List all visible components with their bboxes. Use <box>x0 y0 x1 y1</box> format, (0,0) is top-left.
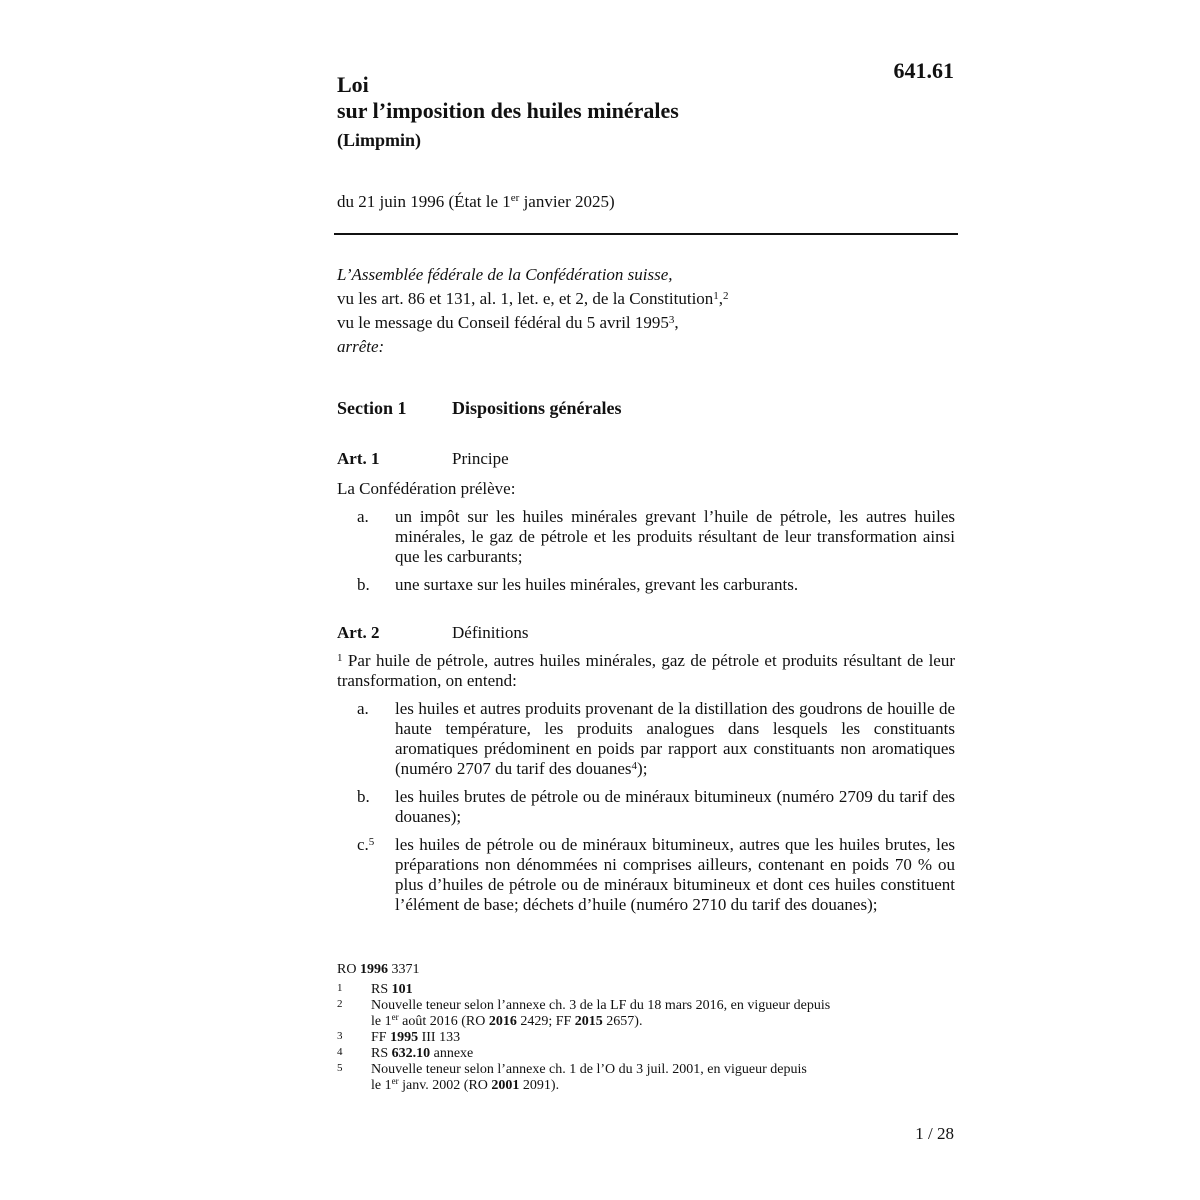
preamble-decree: arrête: <box>337 337 385 356</box>
item-a-end: ); <box>637 759 648 778</box>
article-2-number: Art. 2 <box>337 623 380 642</box>
fn3-bold: 1995 <box>390 1030 419 1045</box>
title-line-1: Loi <box>337 72 369 97</box>
section-heading <box>337 398 622 419</box>
footnote-number: 4 <box>337 1046 343 1058</box>
law-number: 641.61 <box>893 58 954 83</box>
article-1-item-b <box>357 575 955 595</box>
fn5-b: janv. 2002 (RO <box>398 1078 492 1093</box>
preamble-line-1-text: vu les art. 86 et 131, al. 1, let. e, et 2, de la Constitution <box>337 289 714 308</box>
paragraph-number: 1 <box>337 652 343 664</box>
footnote-ref-5[interactable]: 5 <box>368 836 375 848</box>
preamble-line-2-text: vu le message du Conseil fédéral du 5 avril 1995 <box>337 313 669 332</box>
preamble-authority: L’Assemblée fédérale de la Confédération suisse, <box>337 265 673 284</box>
paragraph-text: Par huile de pétrole, autres huiles minérales, gaz de pétrole et produits résultant de leur transformation, on entend: <box>337 651 955 690</box>
title-block <box>337 72 679 152</box>
footnote-ref-2[interactable]: 2 <box>723 290 729 302</box>
item-label: a. <box>357 699 369 718</box>
fn2-c: 2429; FF <box>516 1014 575 1029</box>
item-label: b. <box>357 787 370 806</box>
ro-page: 3371 <box>387 962 420 977</box>
article-2-paragraph-1 <box>337 651 955 691</box>
footnote-ref-1[interactable]: 1 <box>713 290 719 302</box>
fn2-b: août 2016 (RO <box>398 1014 489 1029</box>
footnote-number: 1 <box>337 982 343 994</box>
footnote-number: 3 <box>337 1030 343 1042</box>
item-text: les huiles de pétrole ou de minéraux bitumineux, autres que les huiles brutes, les préparations non dénommées ni comprises ailleurs, contenant en poids 70 % ou plus d’huiles de pétrole ou de minéraux bitumineux et dont ces huiles constituent l’élément de base; déchets d’huile (numéro 2710 du tarif des douanes); <box>395 835 955 914</box>
fn2-line-1: Nouvelle teneur selon l’annexe ch. 3 de la LF du 18 mars 2016, en vigueur depuis <box>371 998 831 1013</box>
fn5-bold: 2001 <box>491 1078 520 1093</box>
footnote-ref-4[interactable]: 4 <box>631 760 638 772</box>
fn1-bold: 101 <box>391 982 413 997</box>
fn1-prefix: RS <box>371 982 392 997</box>
fn5-line-1: Nouvelle teneur selon l’annexe ch. 1 de l’O du 3 juil. 2001, en vigueur depuis <box>371 1062 807 1077</box>
footnote-3 <box>337 1030 937 1046</box>
date-sup: er <box>510 192 520 204</box>
fn2-sup: er <box>391 1012 399 1022</box>
fn5-line-2 <box>371 1078 937 1094</box>
item-label: a. <box>357 507 369 526</box>
item-text: une surtaxe sur les huiles minérales, grevant les carburants. <box>395 575 799 594</box>
section-title: Dispositions générales <box>452 398 622 418</box>
fn2-line-2 <box>371 1014 937 1030</box>
fn3-prefix: FF <box>371 1030 391 1045</box>
footnote-text <box>371 982 937 998</box>
title-line-2: sur l’imposition des huiles minérales <box>337 98 679 123</box>
fn2-bold1: 2016 <box>488 1014 517 1029</box>
fn2-d: 2657). <box>602 1014 643 1029</box>
preamble <box>337 263 957 359</box>
article-2-item-a <box>357 699 955 779</box>
fn4-bold: 632.10 <box>391 1046 431 1061</box>
item-c-label: c. <box>357 835 369 854</box>
date-suffix: janvier 2025) <box>519 192 615 211</box>
date-prefix: du 21 juin 1996 (État le 1 <box>337 192 511 211</box>
footnote-4 <box>337 1046 937 1062</box>
preamble-line-1-sep: , <box>718 289 724 308</box>
fn2-a: le 1 <box>371 1014 392 1029</box>
article-1-title: Principe <box>452 449 509 468</box>
article-1-number: Art. 1 <box>337 449 380 468</box>
article-2-title: Définitions <box>452 623 529 642</box>
fn4-suffix: annexe <box>430 1046 474 1061</box>
ro-reference <box>337 962 937 978</box>
title-divider <box>334 233 958 235</box>
preamble-line-2 <box>337 311 957 335</box>
article-2-item-b <box>357 787 955 827</box>
fn3-suffix: III 133 <box>418 1030 461 1045</box>
item-a-text: les huiles et autres produits provenant de la distillation des goudrons de houille de haute température, les produits analogues dans lesquels les constituants aromatiques prédominent en poids par rapport aux constituants non aromatiques (numéro 2707 du tarif des douanes <box>395 699 955 778</box>
footnotes <box>337 962 937 1094</box>
ro-year: 1996 <box>359 962 388 977</box>
footnote-text <box>371 1062 937 1094</box>
item-text: un impôt sur les huiles minérales grevant l’huile de pétrole, les autres huiles minérales, le gaz de pétrole et les produits résultant de leur transformation ainsi que les carburants; <box>395 507 955 566</box>
footnote-1 <box>337 982 937 998</box>
page-number: 1 / 28 <box>915 1124 954 1143</box>
article-2-heading <box>337 623 529 643</box>
item-label <box>357 835 393 855</box>
article-2-item-c <box>357 835 955 915</box>
article-1-item-a <box>357 507 955 567</box>
footnote-ref-3[interactable]: 3 <box>668 314 675 326</box>
item-label: b. <box>357 575 370 594</box>
preamble-line-1 <box>337 287 957 311</box>
article-1-heading <box>337 449 509 469</box>
short-title: (Limpmin) <box>337 130 422 150</box>
footnote-5 <box>337 1062 937 1094</box>
section-label: Section 1 <box>337 398 407 418</box>
item-text: les huiles brutes de pétrole ou de minéraux bitumineux (numéro 2709 du tarif des douanes); <box>395 787 955 826</box>
footnote-text <box>371 998 937 1030</box>
footnote-2 <box>337 998 937 1030</box>
fn5-a: le 1 <box>371 1078 392 1093</box>
ro-prefix: RO <box>337 962 360 977</box>
date-line <box>337 192 615 212</box>
fn5-c: 2091). <box>519 1078 560 1093</box>
fn5-sup: er <box>391 1076 399 1086</box>
fn4-prefix: RS <box>371 1046 392 1061</box>
footnote-text <box>371 1046 937 1062</box>
fn2-bold2: 2015 <box>574 1014 603 1029</box>
footnote-number: 2 <box>337 998 343 1010</box>
footnote-number: 5 <box>337 1062 343 1074</box>
item-text <box>395 699 955 779</box>
preamble-line-2-end: , <box>674 313 679 332</box>
footnote-text <box>371 1030 937 1046</box>
article-1-intro: La Confédération prélève: <box>337 479 516 498</box>
